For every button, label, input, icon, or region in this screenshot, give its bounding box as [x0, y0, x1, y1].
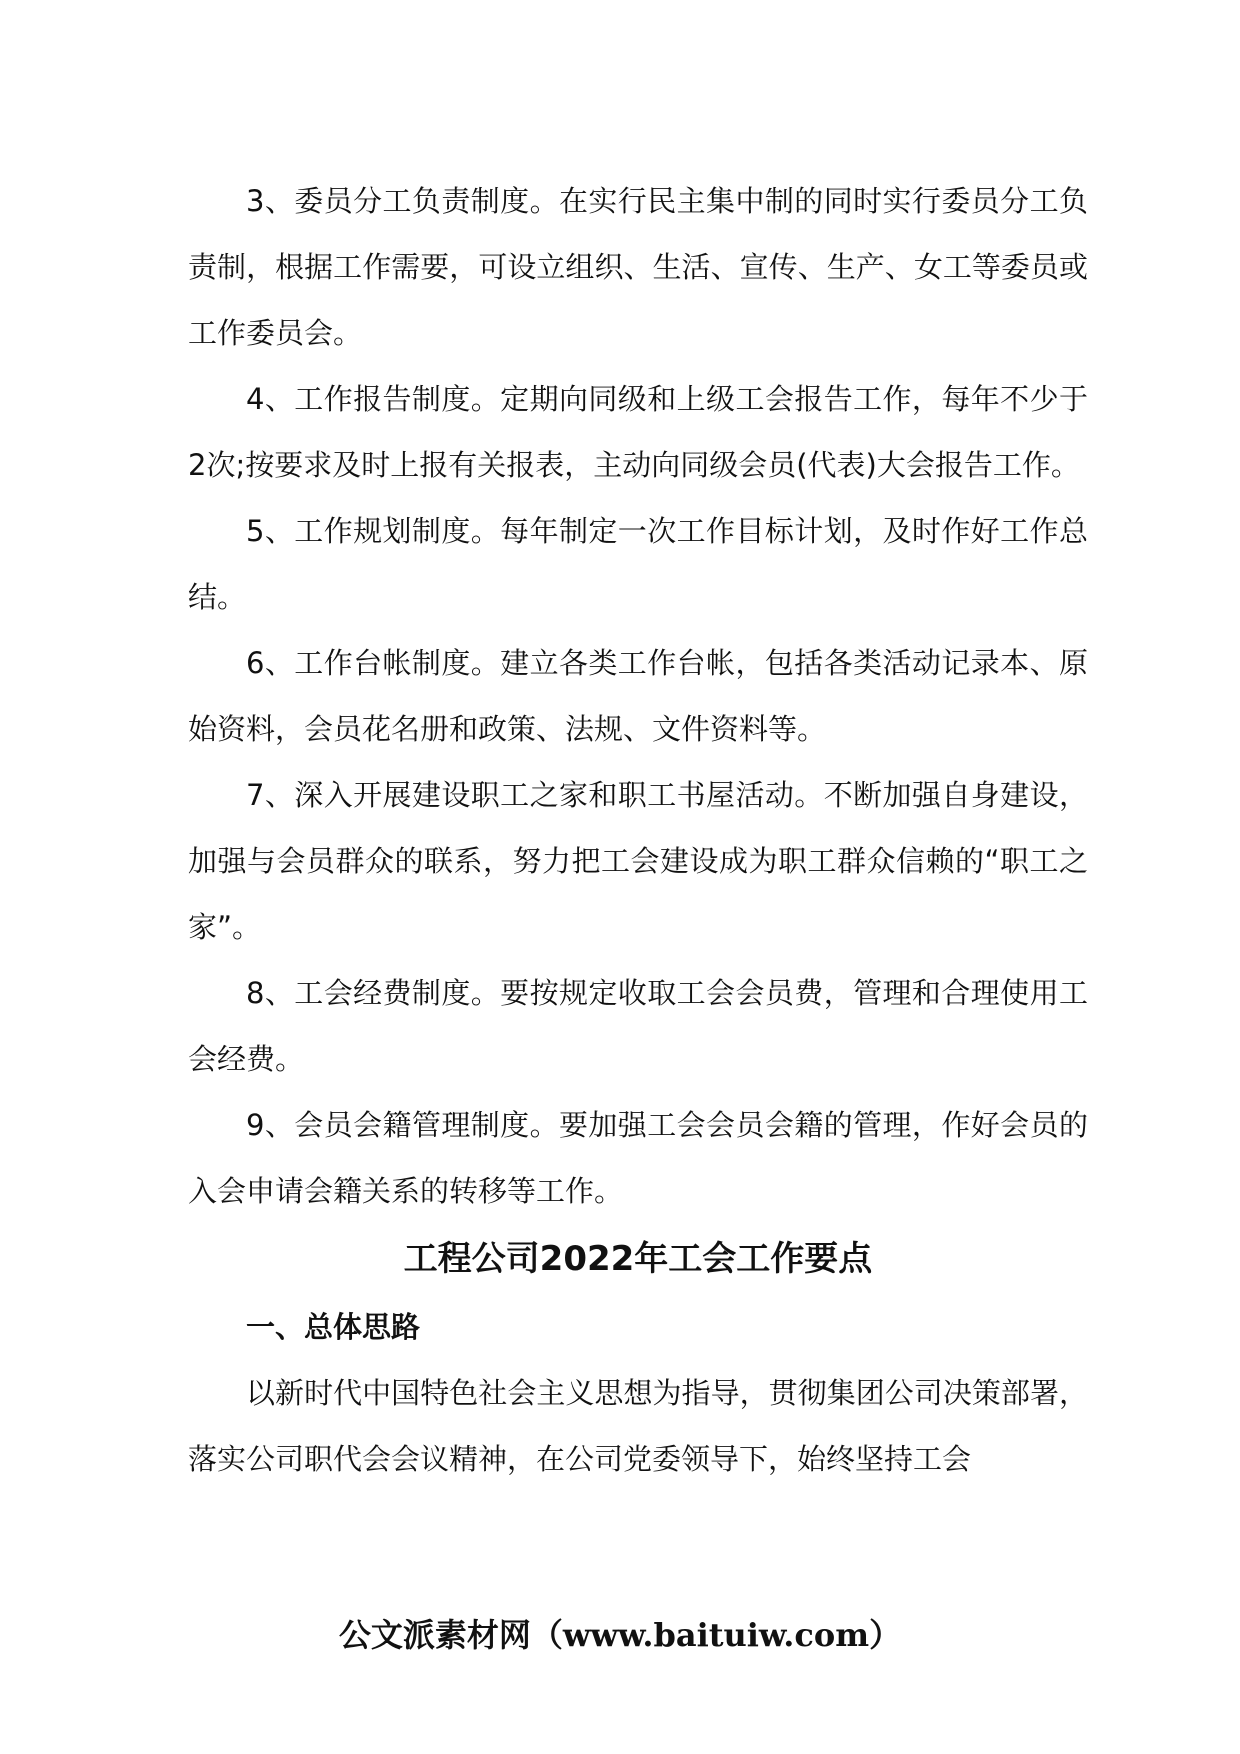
document-body: [188, 168, 1088, 1492]
paragraph-item-8: 8、工会经费制度。要按规定收取工会会员费，管理和合理使用工会经费。: [188, 976, 1088, 1076]
document-title: 工程公司2022年工会工作要点: [403, 1239, 873, 1279]
paragraph-item-3: 3、委员分工负责制度。在实行民主集中制的同时实行委员分工负责制，根据工作需要，可设立组织、生活、宣传、生产、女工等委员或工作委员会。: [188, 184, 1088, 350]
section-paragraph: 以新时代中国特色社会主义思想为指导，贯彻集团公司决策部署，落实公司职代会会议精神，在公司党委领导下，始终坚持工会: [188, 1376, 1088, 1476]
footer-watermark: 公文派素材网（www.baituiw.com）: [338, 1616, 902, 1654]
paragraph-item-6: 6、工作台帐制度。建立各类工作台帐，包括各类活动记录本、原始资料，会员花名册和政策、法规、文件资料等。: [188, 646, 1088, 746]
section-heading: 一、总体思路: [246, 1310, 421, 1344]
paragraph-item-5: 5、工作规划制度。每年制定一次工作目标计划，及时作好工作总结。: [188, 514, 1088, 614]
paragraph-item-7: 7、深入开展建设职工之家和职工书屋活动。不断加强自身建设，加强与会员群众的联系，努力把工会建设成为职工群众信赖的“职工之家”。: [188, 778, 1088, 944]
paragraph-item-9: 9、会员会籍管理制度。要加强工会会员会籍的管理，作好会员的入会申请会籍关系的转移等工作。: [188, 1108, 1088, 1208]
paragraph-item-4: 4、工作报告制度。定期向同级和上级工会报告工作，每年不少于2次;按要求及时上报有关报表，主动向同级会员(代表)大会报告工作。: [188, 382, 1088, 482]
